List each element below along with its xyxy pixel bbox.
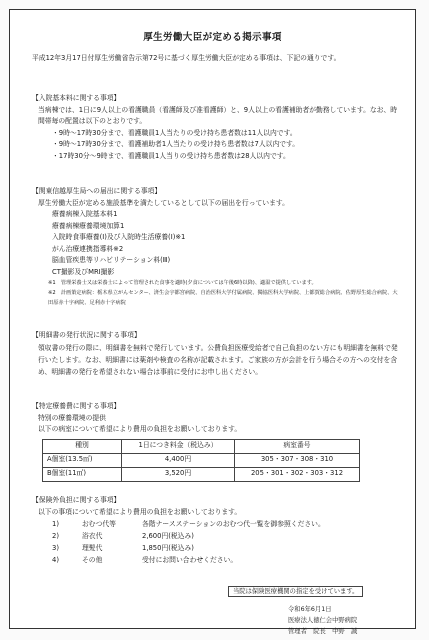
kanto-section — [32, 186, 401, 308]
special-section — [32, 401, 401, 482]
basic-line: ・17時30分〜9時まで、看護職員1人当りの受け持ち患者数は28人以内です。 — [52, 151, 290, 160]
table-header: 1日につき料金（税込み） — [122, 439, 235, 453]
kanto-item: がん治療連携指導料※2 — [52, 244, 124, 253]
table-header: 病室番号 — [235, 439, 360, 453]
fee-row — [32, 518, 401, 530]
footer-block — [288, 604, 357, 637]
fee-row — [32, 542, 401, 554]
footer-admin: 管理者 院長 中野 誠 — [288, 628, 358, 635]
kanto-item: 入院時食事療養(Ⅰ)及び入院時生活療養(Ⅰ)※1 — [52, 233, 186, 241]
fee-value: 2,600円(税込み) — [142, 532, 194, 540]
notice-page — [9, 9, 416, 635]
fee-number: 4) — [52, 556, 59, 564]
page-title: 厚生労働大臣が定める掲示事項 — [143, 32, 282, 43]
table-header: 種別 — [43, 439, 122, 453]
table-cell: A個室(13.5㎡) — [43, 453, 122, 467]
kanto-lead: 厚生労働大臣が定める施設基準を満たしているとして以下の届出を行っています。 — [38, 198, 289, 207]
fee-value: 受付にお問い合わせください。 — [142, 556, 238, 564]
kanto-note: ※1 管理栄養士又は栄養士によって管理された食事を適時(夕食については午後6時以降)、適温で提供しています。 — [48, 280, 317, 286]
table-cell: 3,520円 — [122, 467, 235, 481]
basic-line: ・9時〜17時30分まで、看護補助者1人当たりの受け持ち患者数は7人以内です。 — [52, 140, 300, 148]
receipt-section — [32, 330, 401, 378]
fee-value: 各階ナースステーションのおむつ代一覧を御参照ください。 — [142, 520, 325, 528]
fee-name: 浴衣代 — [82, 532, 103, 540]
fee-row — [32, 530, 401, 542]
kanto-item: 療養病棟療養環境加算1 — [52, 221, 125, 230]
fee-number: 2) — [52, 532, 59, 540]
fee-number: 3) — [52, 544, 59, 552]
kanto-item: CT撮影及びMRI撮影 — [52, 267, 115, 276]
fee-name: その他 — [82, 556, 103, 564]
basic-line: 当病棟では、1日に9人以上の看護職員（看護師及び准看護師）と、9人以上の看護補助者が勤務しています。なお、時間帯毎の配置は以下のとおりです。 — [38, 105, 398, 125]
table-cell: B個室(11㎡) — [43, 467, 122, 481]
table-header-row — [43, 439, 360, 453]
basic-section — [32, 93, 401, 162]
insurance-box: 当院は保険医療機関の指定を受けています。 — [228, 586, 363, 597]
table-cell: 205・301・302・303・312 — [235, 467, 360, 481]
special-line: 特別の療養環境の提供 — [38, 413, 106, 422]
kanto-note: ※2 計画策定病院：栃木県立がんセンター、済生会宇都宮病院、自治医科大学付属病院、獨協医科大学病院、上都賀総合病院、佐野厚生総合病院、大田原赤十字病院、足利赤十字病院 — [48, 290, 398, 306]
special-line: 以下の病室について希望により費用の負担をお願いしております。 — [38, 425, 242, 433]
intro-text: 平成12年3月17日付厚生労働省告示第72号に基づく厚生労働大臣が定める事項は、下記の通りです。 — [32, 54, 341, 62]
basic-line: ・9時〜17時30分まで、看護職員1人当たりの受け持ち患者数は11人以内です。 — [52, 128, 297, 137]
receipt-text: 領収書の発行の際に、明細書を無料で発行しています。公費負担医療受給者で自己負担のない方にも明細書を無料で発行いたします。なお、明細書には薬剤や検査の名称が記載されます。ご家族の方が会計を行う場合その方への交付を含め、明細書の発行を希望されない場合は事前に受付にお申し出ください。 — [38, 343, 398, 376]
kanto-heading: 【関東信越厚生局への届出に関する事項】 — [32, 187, 162, 195]
fee-value: 1,850円(税込み) — [142, 544, 194, 552]
outside-heading: 【保険外負担に関する事項】 — [32, 496, 121, 504]
table-row — [43, 453, 360, 467]
table-row — [43, 467, 360, 481]
table-cell: 305・307・308・310 — [235, 453, 360, 467]
footer-date: 令和6年6月1日 — [288, 606, 332, 613]
special-heading: 【特定療養費に関する事項】 — [32, 402, 121, 410]
outside-lead: 以下の事項について希望により費用の負担をお願いしております。 — [38, 508, 242, 516]
kanto-item: 療養病棟入院基本料1 — [52, 210, 118, 218]
footer-org: 医療法人徳仁会中野病院 — [288, 617, 358, 624]
basic-heading: 【入院基本料に関する事項】 — [32, 94, 121, 102]
fee-row — [32, 554, 401, 566]
fee-number: 1) — [52, 520, 59, 528]
receipt-heading: 【明細書の発行状況に関する事項】 — [32, 331, 141, 339]
outside-section — [32, 494, 401, 566]
fee-name: 理髪代 — [82, 544, 103, 552]
room-table — [42, 439, 360, 482]
fee-name: おむつ代等 — [82, 520, 116, 528]
kanto-item: 脳血管疾患等リハビリテーション料(Ⅲ) — [52, 256, 171, 264]
table-cell: 4,400円 — [122, 453, 235, 467]
